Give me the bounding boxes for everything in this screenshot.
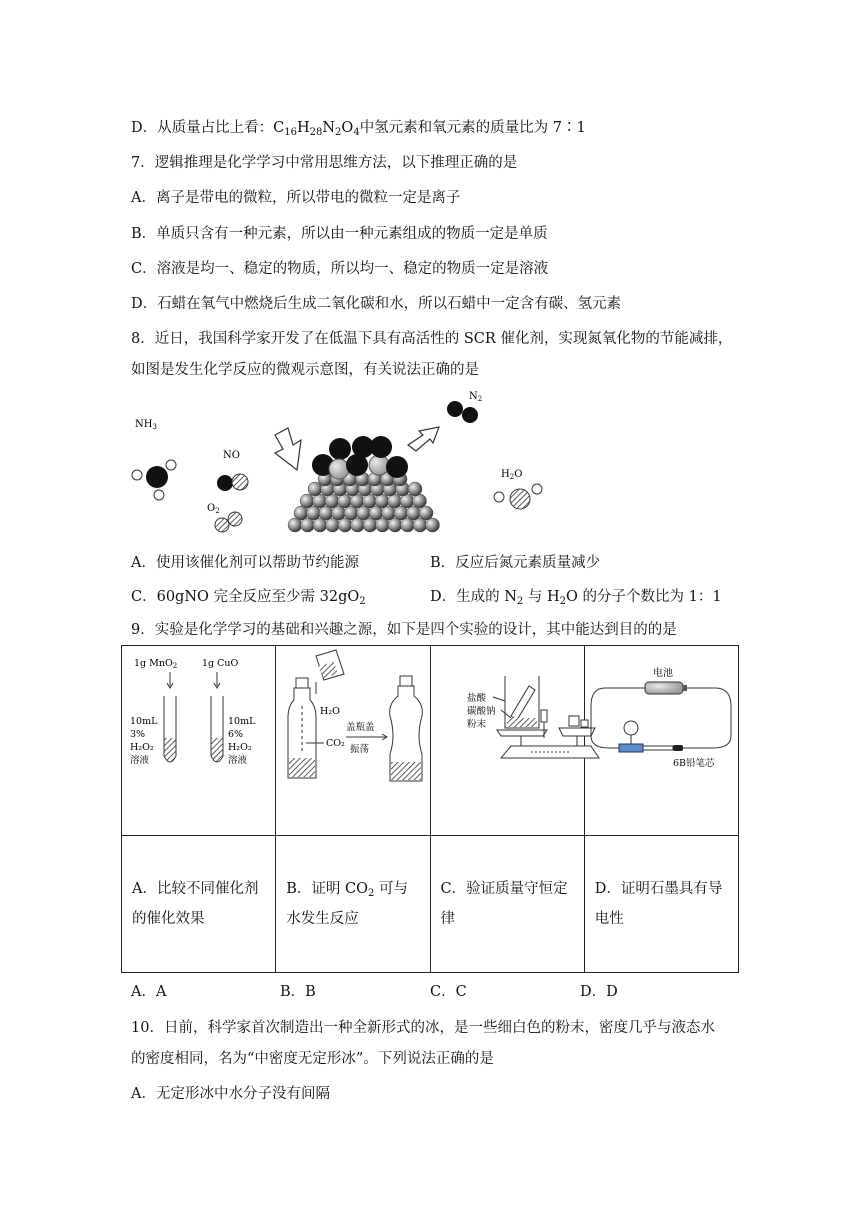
catalyst-surface xyxy=(288,472,440,532)
experiment-figure-b xyxy=(276,646,430,836)
svg-text:粉末: 粉末 xyxy=(466,719,486,730)
svg-text:振荡: 振荡 xyxy=(350,744,370,755)
svg-text:6%: 6% xyxy=(228,729,244,740)
q7-option-a: A．离子是带电的微粒，所以带电的微粒一定是离子 xyxy=(131,190,461,206)
q8-option-b: B．反应后氮元素质量减少 xyxy=(430,555,601,571)
svg-text:6B铅笔芯: 6B铅笔芯 xyxy=(672,758,715,769)
q7-option-b: B．单质只含有一种元素，所以由一种元素组成的物质一定是单质 xyxy=(131,226,548,242)
svg-text:盖瓶盖: 盖瓶盖 xyxy=(346,722,375,733)
svg-text:3%: 3% xyxy=(130,729,146,740)
svg-text:1g MnO2: 1g MnO$_2$ xyxy=(134,658,178,670)
q9-choice-b: B．B xyxy=(280,984,316,1000)
q9-choice-a: A．A xyxy=(131,984,167,1000)
svg-text:CO₂: CO₂ xyxy=(326,738,346,749)
q8-stem-line2: 如图是发生化学反应的微观示意图，有关说法正确的是 xyxy=(131,362,479,378)
q9-choice-d: D．D xyxy=(580,984,618,1000)
experiment-option-c: C．验证质量守恒定律 xyxy=(430,836,584,973)
experiment-option-d: D．证明石墨具有导电性 xyxy=(584,836,738,973)
q10-option-a: A．无定形冰中水分子没有间隔 xyxy=(131,1086,330,1102)
experiment-option-a: A．比较不同催化剂的催化效果 xyxy=(122,836,276,973)
svg-text:H₂O₂: H₂O₂ xyxy=(228,742,252,753)
svg-text:碳酸钠: 碳酸钠 xyxy=(466,706,496,717)
svg-text:溶液: 溶液 xyxy=(130,755,150,766)
svg-text:H₂O: H₂O xyxy=(320,706,341,717)
q8-option-c: C．60gNO 完全反应至少需 $32gO_2$ xyxy=(131,589,366,607)
q9-choice-c: C．C xyxy=(430,984,467,1000)
experiment-figure-c xyxy=(430,646,584,836)
svg-text:1g CuO: 1g CuO xyxy=(202,658,239,669)
reaction-micro-diagram xyxy=(125,385,565,545)
q10-stem-line1: 10．日前，科学家首次制造出一种全新形式的冰，是一些细白色的粉末，密度几乎与液态水 xyxy=(131,1020,715,1036)
svg-text:盐酸: 盐酸 xyxy=(466,693,486,704)
arrow-in-icon xyxy=(275,428,301,470)
experiment-table xyxy=(121,645,739,973)
arrow-out-icon xyxy=(408,427,439,451)
q8-stem-line1: 8．近日，我国科学家开发了在低温下具有高活性的 SCR 催化剂，实现氮氧化物的节能减排， xyxy=(131,331,733,347)
n2-label: $N_2$ xyxy=(469,391,483,403)
q8-option-a: A．使用该催化剂可以帮助节约能源 xyxy=(131,555,359,571)
h2o-label: $H_2O$ xyxy=(501,469,523,481)
q7-option-d: D．石蜡在氧气中燃烧后生成二氧化碳和水，所以石蜡中一定含有碳、氢元素 xyxy=(131,296,622,312)
o2-label: $O_2$ xyxy=(207,503,220,515)
svg-text:H₂O₂: H₂O₂ xyxy=(130,742,154,753)
experiment-figure-a xyxy=(122,646,276,836)
svg-text:10mL: 10mL xyxy=(228,716,256,727)
svg-text:电池: 电池 xyxy=(652,668,673,679)
experiment-figure-d xyxy=(584,646,738,836)
nh3-label: $NH_3$ xyxy=(135,419,157,431)
experiment-option-b: B．证明 $CO_2$ 可与水发生反应 xyxy=(276,836,430,973)
q9-stem: 9．实验是化学学习的基础和兴趣之源，如下是四个实验的设计，其中能达到目的的是 xyxy=(131,622,677,638)
q7-option-c: C．溶液是均一、稳定的物质，所以均一、稳定的物质一定是溶液 xyxy=(131,261,549,277)
svg-text:溶液: 溶液 xyxy=(228,755,248,766)
no-label: NO xyxy=(223,450,240,461)
q10-stem-line2: 的密度相同，名为“中密度无定形冰”。下列说法正确的是 xyxy=(131,1051,494,1067)
q7-stem: 7．逻辑推理是化学学习中常用思维方法，以下推理正确的是 xyxy=(131,155,518,171)
q8-option-d: D．生成的 $N_2$ 与 $H_2O$ 的分子个数比为 1：1 xyxy=(430,589,722,607)
q6-option-d: D．从质量占比上看：$C_{16}H_{28}N_2O_4$中氢元素和氧元素的质量比为 7∶1 xyxy=(131,120,586,138)
svg-text:10mL: 10mL xyxy=(130,716,158,727)
